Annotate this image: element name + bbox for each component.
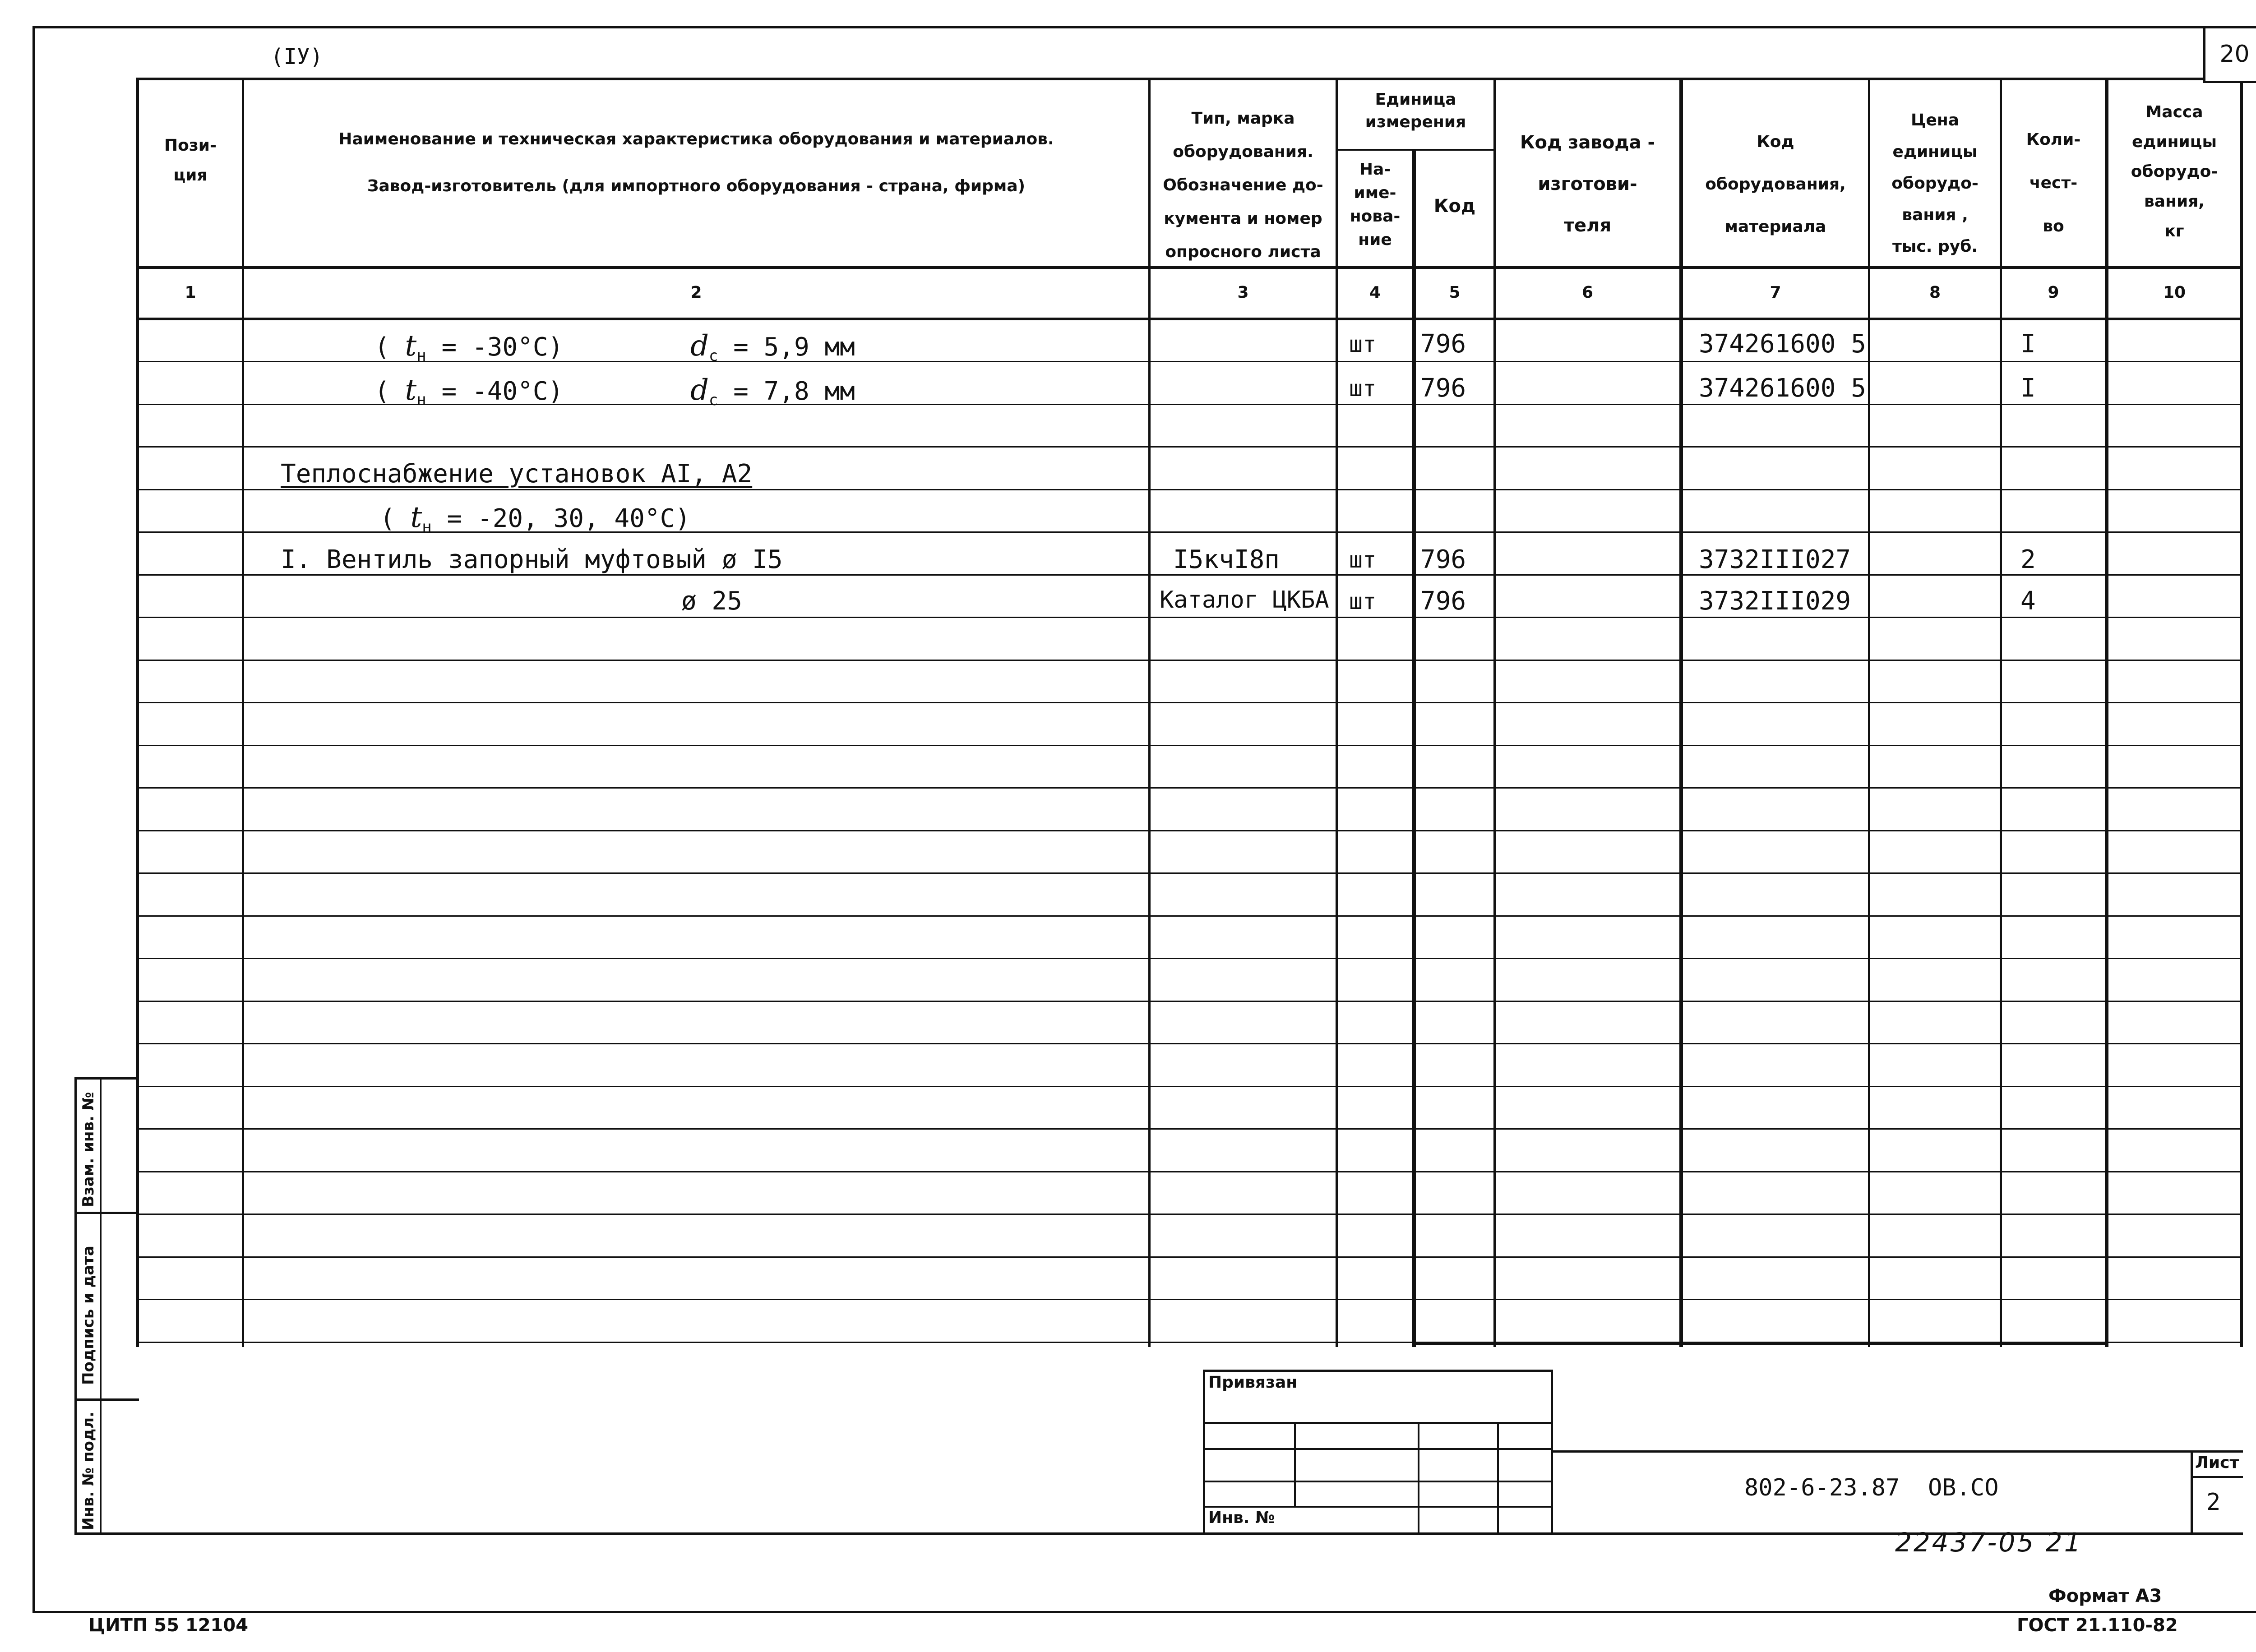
tb-row2 bbox=[1203, 1448, 1553, 1450]
tb-list-left bbox=[2191, 1450, 2193, 1535]
tb-list-div bbox=[2191, 1476, 2243, 1478]
row6-unit-code: 796 bbox=[1420, 545, 1466, 574]
side-stamp-left bbox=[74, 1077, 77, 1535]
row-rule bbox=[139, 617, 2242, 618]
tb-row3 bbox=[1203, 1481, 1553, 1482]
tb-left bbox=[1203, 1370, 1205, 1535]
header-unit-name: На- име- нова- ние bbox=[1350, 160, 1401, 249]
row-rule bbox=[139, 1086, 2242, 1087]
header-factory-code: Код завода - изготови- теля bbox=[1520, 132, 1655, 236]
colnum-10: 10 bbox=[2163, 283, 2186, 302]
row6-name: I. Вентиль запорный муфтовый ø I5 bbox=[281, 545, 783, 574]
row-rule bbox=[139, 702, 2242, 703]
header-name-line2: Завод-изготовитель (для импортного оборудования - страна, фирма) bbox=[367, 177, 1026, 195]
row2-quantity: I bbox=[2020, 374, 2036, 403]
tb-col1 bbox=[1294, 1422, 1296, 1506]
side-stamp-inv: Инв. № подл. bbox=[79, 1411, 97, 1530]
side-stamp-div2 bbox=[74, 1398, 139, 1401]
row7-unit: шт bbox=[1349, 588, 1377, 614]
row-rule bbox=[139, 745, 2242, 746]
row1-diameter: $d_c = 5,9$ мм bbox=[690, 329, 855, 365]
col-sep-1 bbox=[242, 78, 244, 1347]
tb-list-number: 2 bbox=[2206, 1489, 2221, 1516]
row1-equipment-code: 374261600 5 bbox=[1699, 329, 1866, 359]
colnum-bottom bbox=[136, 318, 2243, 320]
row2-unit: шт bbox=[1349, 375, 1377, 401]
tb-col3 bbox=[1497, 1422, 1499, 1535]
row-rule bbox=[139, 787, 2242, 789]
row-rule bbox=[139, 660, 2242, 661]
row6-equipment-code: 3732III027 bbox=[1699, 545, 1851, 574]
row7-equipment-code: 3732III029 bbox=[1699, 586, 1851, 616]
colnum-8: 8 bbox=[1929, 283, 1941, 302]
gost-mark: ГОСТ 21.110-82 bbox=[2017, 1615, 2178, 1636]
header-equipment-code: Код оборудования, материала bbox=[1705, 133, 1846, 236]
header-position: Пози- ция bbox=[164, 136, 217, 185]
col-sep-9 bbox=[2105, 78, 2108, 1347]
row5-temperature: ( $t_н = -20$, 30, 40°C) bbox=[380, 501, 690, 537]
side-stamp-top bbox=[74, 1077, 139, 1080]
format-note: Формат А3 bbox=[2048, 1586, 2162, 1606]
row-rule bbox=[139, 958, 2242, 959]
row-rule bbox=[139, 1128, 2242, 1130]
colnum-9: 9 bbox=[2048, 283, 2059, 302]
row-rule bbox=[139, 1256, 2242, 1258]
handwritten-number: 22437-05 21 bbox=[1895, 1527, 2083, 1558]
outer-frame-bottom bbox=[32, 1611, 2256, 1613]
row-rule bbox=[139, 872, 2242, 874]
tb-col2 bbox=[1418, 1422, 1419, 1535]
header-type: Тип, марка оборудования. Обозначение до- кумента и номер опросного листа bbox=[1163, 109, 1323, 261]
row6-unit: шт bbox=[1349, 547, 1377, 573]
header-quantity: Коли- чест- во bbox=[2026, 130, 2081, 235]
header-unit-group: Единица измерения bbox=[1365, 90, 1466, 131]
row7-type: Каталог ЦКБА bbox=[1160, 586, 1329, 614]
header-unit-code: Код bbox=[1433, 196, 1476, 217]
row7-name: ø 25 bbox=[681, 586, 742, 616]
colnum-4: 4 bbox=[1369, 283, 1381, 302]
side-stamp-vzam: Взам. инв. № bbox=[79, 1092, 97, 1207]
tb-inv-no: Инв. № bbox=[1208, 1509, 1275, 1527]
colnum-2: 2 bbox=[690, 283, 702, 302]
col-sep-6 bbox=[1679, 78, 1683, 1347]
tb-list-label: Лист bbox=[2195, 1454, 2239, 1472]
row-rule bbox=[139, 1001, 2242, 1002]
row2-diameter: $d_c = 7,8$ мм bbox=[690, 374, 855, 410]
corner-sheet-number: 20 bbox=[2219, 41, 2250, 68]
row6-type: I5кчI8п bbox=[1173, 545, 1280, 574]
corner-box-bottom bbox=[2203, 81, 2256, 83]
col-sep-4 bbox=[1412, 150, 1416, 1347]
col-sep-5 bbox=[1493, 78, 1496, 1347]
header-mass: Масса единицы оборудо- вания, кг bbox=[2131, 103, 2218, 240]
col-sep-3 bbox=[1336, 78, 1338, 1347]
tb-doc-code: 802-6-23.87 ОВ.СО bbox=[1744, 1474, 1999, 1501]
colnum-3: 3 bbox=[1237, 283, 1249, 302]
row-rule bbox=[139, 1214, 2242, 1215]
tb-top bbox=[1203, 1370, 1553, 1372]
colnum-6: 6 bbox=[1581, 283, 1594, 302]
side-stamp-podpis: Подпись и дата bbox=[79, 1246, 97, 1385]
row1-name: ( $t_н = -30^\circ C$) bbox=[374, 329, 564, 365]
row-rule bbox=[139, 1171, 2242, 1172]
header-price: Цена единицы оборудо- вания , тыс. руб. bbox=[1891, 111, 1979, 256]
row-rule bbox=[139, 830, 2242, 831]
colnum-1: 1 bbox=[185, 283, 196, 302]
table-top bbox=[136, 78, 2205, 80]
tb-main-top bbox=[1551, 1450, 2243, 1453]
outer-frame-left bbox=[32, 26, 35, 1613]
row-rule bbox=[139, 915, 2242, 917]
row-rule bbox=[139, 1299, 2242, 1300]
side-stamp-inner bbox=[100, 1077, 102, 1535]
tb-privyazan: Привязан bbox=[1208, 1373, 1298, 1392]
table-right bbox=[2240, 81, 2243, 1347]
outer-frame-top bbox=[32, 26, 2256, 28]
section-mark: (IУ) bbox=[271, 44, 323, 69]
section-heading: Теплоснабжение установок AI, A2 bbox=[281, 459, 753, 489]
row2-name: ( $t_н = -40^\circ C$) bbox=[374, 374, 564, 410]
colnum-7: 7 bbox=[1770, 283, 1781, 302]
row-rule bbox=[139, 1342, 2242, 1343]
side-stamp-div1 bbox=[74, 1212, 139, 1214]
unit-group-divider bbox=[1336, 149, 1496, 151]
row1-unit: шт bbox=[1349, 331, 1377, 357]
row7-quantity: 4 bbox=[2020, 586, 2036, 616]
row2-unit-code: 796 bbox=[1420, 374, 1466, 403]
row-rule bbox=[139, 574, 2242, 576]
tb-row1 bbox=[1203, 1422, 1553, 1424]
header-name-line1: Наименование и техническая характеристика оборудования и материалов. bbox=[338, 130, 1054, 148]
row6-quantity: 2 bbox=[2020, 545, 2036, 574]
row1-quantity: I bbox=[2020, 329, 2036, 359]
row7-unit-code: 796 bbox=[1420, 586, 1466, 616]
colnum-5: 5 bbox=[1449, 283, 1461, 302]
row-rule bbox=[139, 446, 2242, 448]
row1-unit-code: 796 bbox=[1420, 329, 1466, 359]
row2-equipment-code: 374261600 5 bbox=[1699, 374, 1866, 403]
tb-row4 bbox=[1203, 1506, 1553, 1508]
printer-mark: ЦИТП 55 12104 bbox=[88, 1615, 249, 1636]
col-sep-7 bbox=[1868, 78, 1870, 1347]
row-rule bbox=[139, 489, 2242, 490]
row-rule bbox=[139, 1043, 2242, 1044]
col-sep-8 bbox=[2000, 78, 2002, 1347]
